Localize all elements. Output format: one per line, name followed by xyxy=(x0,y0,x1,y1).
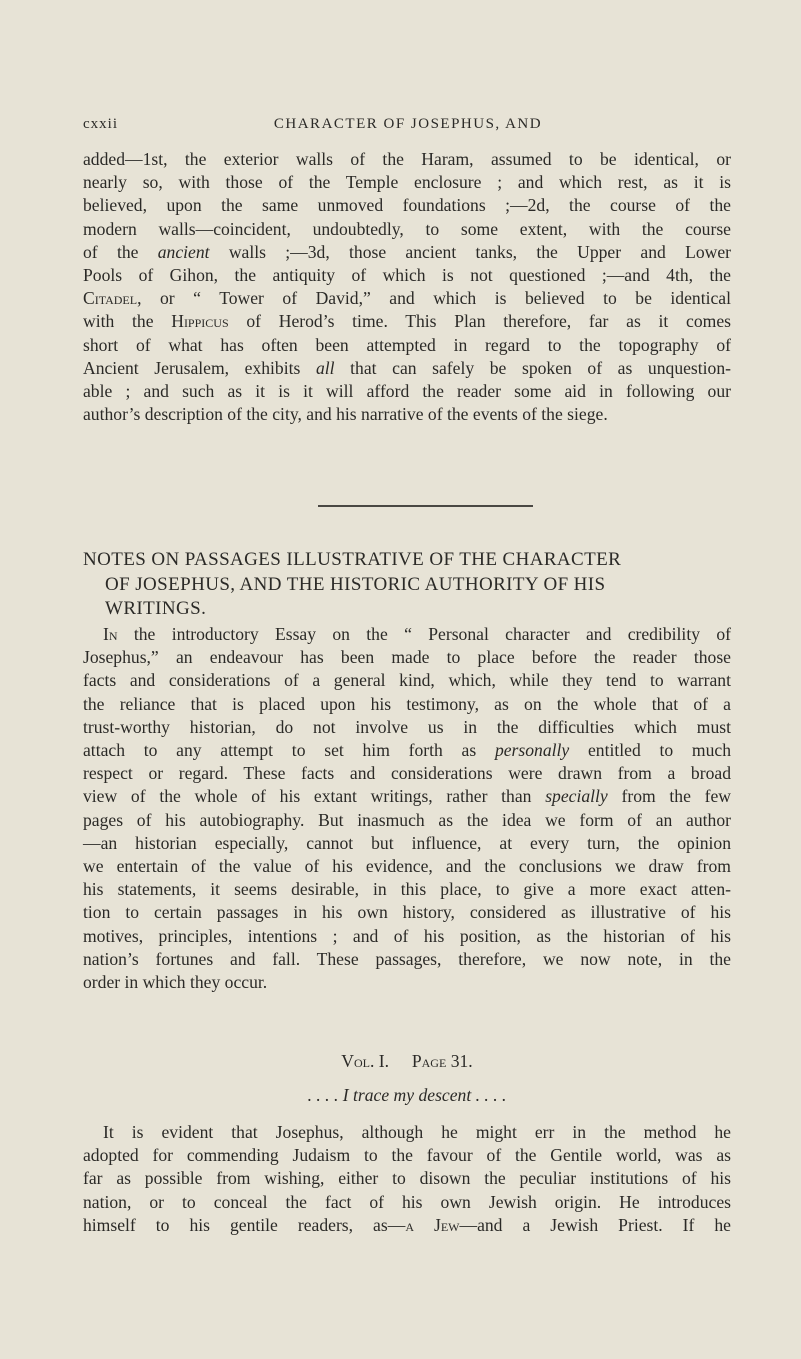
text-line: with the Hippicus of Herod’s time. This Plan therefore, far as it comes xyxy=(83,311,731,332)
paragraph-introduction xyxy=(83,623,731,994)
text-line: we entertain of the value of his evidence, and the conclusions we draw from xyxy=(83,856,731,877)
text-line: Citadel, or “ Tower of David,” and which is believed to be identical xyxy=(83,288,731,309)
text-line: view of the whole of his extant writings, rather than specially from the few xyxy=(83,786,732,807)
section-heading xyxy=(83,548,733,622)
small-caps: a Jew xyxy=(405,1214,460,1235)
text-line: the reliance that is placed upon his testimony, as on the whole that of a xyxy=(83,693,731,714)
text-line: Ancient Jerusalem, exhibits all that can safely be spoken of as unquestion- xyxy=(83,357,731,378)
text-line: nation’s fortunes and fall. These passages, therefore, we now note, in the xyxy=(83,948,731,969)
text-line: modern walls—coincident, undoubtedly, to some extent, with the course xyxy=(83,218,731,239)
text-line: attach to any attempt to set him forth as personally entitled to much xyxy=(83,740,731,761)
quote-text: . . . . I trace my descent . . . . xyxy=(307,1085,507,1105)
heading-line: NOTES ON PASSAGES ILLUSTRATIVE OF THE CHARACTER xyxy=(83,549,622,570)
heading-line: WRITINGS. xyxy=(105,598,207,619)
emphasis: all xyxy=(315,357,335,378)
reference-heading xyxy=(83,1051,731,1072)
text-line: believed, upon the same unmoved foundations ;—2d, the course of the xyxy=(83,195,731,216)
text-line: nation, or to conceal the fact of his own Jewish origin. He introduces xyxy=(83,1191,731,1212)
text-line: trust-worthy historian, do not involve us in the difficulties which must xyxy=(83,716,731,737)
volume-ref: Vol. I. xyxy=(341,1051,390,1071)
text-line: In the introductory Essay on the “ Personal character and credibility of xyxy=(103,624,731,644)
paragraph-commentary xyxy=(83,1121,731,1237)
text-line: Pools of Gihon, the antiquity of which is not questioned ;—and 4th, the xyxy=(83,265,731,286)
text-line: far as possible from wishing, either to disown the peculiar institutions of his xyxy=(83,1168,731,1189)
emphasis: ancient xyxy=(157,241,210,262)
text-line: respect or regard. These facts and considerations were drawn from a broad xyxy=(83,763,731,784)
heading-line: OF JOSEPHUS, AND THE HISTORIC AUTHORITY OF HIS xyxy=(105,573,606,595)
emphasis: personally xyxy=(494,740,570,761)
page-header xyxy=(83,116,733,140)
text-line: order in which they occur. xyxy=(83,972,268,993)
text-line: pages of his autobiography. But inasmuch as the idea we form of an author xyxy=(83,809,731,830)
text-line: his statements, it seems desirable, in this place, to give a more exact atten- xyxy=(83,879,731,900)
text-line: —an historian especially, cannot but influence, at every turn, the opinion xyxy=(83,832,731,853)
text-line: of the ancient walls ;—3d, those ancient tanks, the Upper and Lower xyxy=(83,241,731,262)
text-line: motives, principles, intentions ; and of his position, as the historian of his xyxy=(83,925,731,946)
page-number: cxxii xyxy=(83,116,118,132)
reference-quote xyxy=(83,1085,731,1106)
text-line: able ; and such as it is it will afford the reader some aid in following our xyxy=(83,381,731,402)
text-line: facts and considerations of a general kind, which, while they tend to warrant xyxy=(83,670,731,691)
text-line: added—1st, the exterior walls of the Haram, assumed to be identical, or xyxy=(83,149,731,169)
text-line: tion to certain passages in his own history, considered as illustrative of his xyxy=(83,902,731,923)
text-line: himself to his gentile readers, as—a Jew—and a Jewish Priest. If he xyxy=(83,1214,731,1235)
text-line: Josephus,” an endeavour has been made to place before the reader those xyxy=(83,647,731,668)
small-caps: Hippicus xyxy=(171,311,229,332)
running-head: CHARACTER OF JOSEPHUS, AND xyxy=(273,116,543,132)
paragraph-plan-description xyxy=(83,148,731,426)
text-line: It is evident that Josephus, although he might err in the method he xyxy=(103,1122,731,1142)
section-divider xyxy=(318,505,533,507)
text-line: short of what has often been attempted in regard to the topography of xyxy=(83,334,731,355)
small-caps: In xyxy=(103,624,118,644)
emphasis: specially xyxy=(545,786,608,807)
text-line: author’s description of the city, and his narrative of the events of the siege. xyxy=(83,404,608,425)
small-caps: Citadel xyxy=(83,288,138,309)
page-ref: Page 31. xyxy=(411,1051,473,1071)
text-line: adopted for commending Judaism to the favour of the Gentile world, was as xyxy=(83,1145,731,1166)
text-line: nearly so, with those of the Temple enclosure ; and which rest, as it is xyxy=(83,172,731,193)
